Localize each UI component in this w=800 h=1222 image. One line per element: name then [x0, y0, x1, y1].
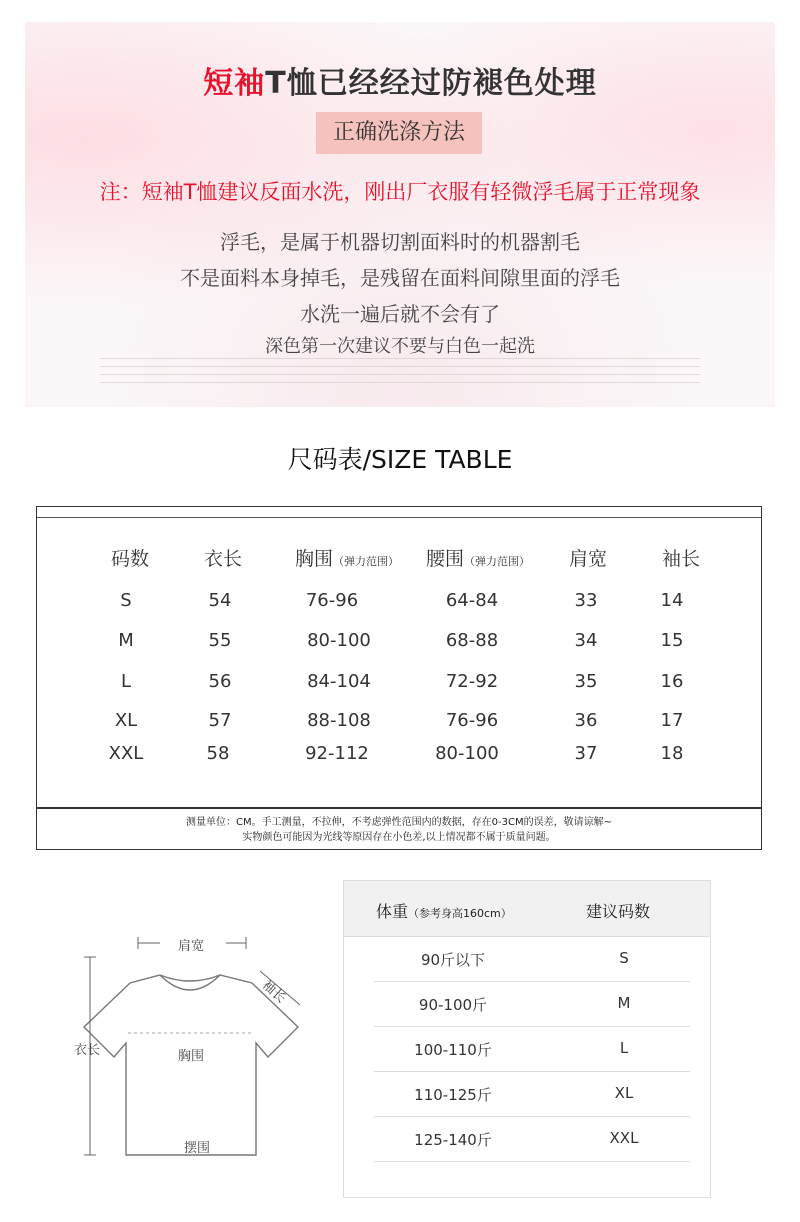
- recommended-size: L: [619, 1039, 629, 1057]
- header-weight-label: 体重: [376, 902, 409, 921]
- cell-sleeve: 17: [660, 710, 684, 731]
- banner-title: [0, 58, 800, 102]
- size-table-heading: 尺码表/SIZE TABLE: [287, 445, 513, 474]
- recommended-size: M: [617, 994, 631, 1012]
- cell-length: 57: [208, 710, 232, 731]
- recommended-size: XXL: [609, 1129, 639, 1147]
- header-sleeve: 袖长: [661, 548, 700, 570]
- cell-shoulder: 34: [574, 630, 598, 651]
- footnote-line-1: 测量单位：CM。手工测量，不拉伸，不考虑弹性范围内的数据，存在0-3CM的误差，敬请谅解~: [186, 817, 612, 828]
- header-waist-label: 腰围: [426, 548, 465, 570]
- explanation-line-2: 不是面料本身掉毛，是残留在面料间隙里面的浮毛: [180, 266, 620, 290]
- cell-shoulder: 33: [574, 590, 598, 611]
- cell-waist: 68-88: [445, 630, 499, 651]
- wash-method-label: 正确洗涤方法: [316, 112, 482, 154]
- header-waist-note: （弹力范围）: [464, 555, 531, 568]
- size-table-footnote: [36, 808, 762, 850]
- weight-value: 90斤以下: [420, 951, 486, 969]
- wash-note: 注：短袖T恤建议反面水洗，刚出厂衣服有轻微浮毛属于正常现象: [99, 180, 701, 204]
- diagram-hem-label: 摆围: [184, 1141, 211, 1156]
- cell-size: XXL: [108, 743, 144, 764]
- cell-size: L: [120, 671, 132, 692]
- banner-title-highlight: 短袖: [203, 66, 266, 101]
- cell-size: M: [118, 630, 134, 651]
- header-size: 码数: [110, 548, 149, 570]
- cell-sleeve: 16: [660, 671, 684, 692]
- cell-chest: 76-96: [305, 590, 359, 611]
- cell-waist: 76-96: [445, 710, 499, 731]
- cell-shoulder: 37: [574, 743, 598, 764]
- cell-chest: 84-104: [307, 671, 371, 692]
- weight-row: [374, 936, 690, 982]
- footnote-line-2: 实物颜色可能因为光线等原因存在小色差,以上情况都不属于质量问题。: [242, 832, 556, 843]
- weight-table-header: [344, 881, 710, 937]
- header-chest-label: 胸围: [295, 548, 334, 570]
- cell-size: S: [120, 590, 132, 611]
- header-length: 衣长: [203, 548, 242, 570]
- cell-length: 55: [208, 630, 232, 651]
- cell-sleeve: 18: [660, 743, 684, 764]
- weight-value: 90-100斤: [418, 996, 488, 1014]
- weight-row: [374, 1116, 690, 1162]
- size-table-divider: [37, 517, 761, 518]
- cell-shoulder: 35: [574, 671, 598, 692]
- header-chest: [295, 544, 420, 571]
- header-waist: [426, 544, 551, 571]
- diagram-shoulder-label: 肩宽: [178, 939, 205, 954]
- cell-length: 58: [206, 743, 230, 764]
- decorative-fine-text: [100, 358, 700, 384]
- diagram-length-label: 衣长: [74, 1043, 101, 1058]
- header-weight-note: （参考身高160cm）: [408, 907, 512, 920]
- cell-sleeve: 15: [660, 630, 684, 651]
- explanation-line-1: 浮毛，是属于机器切割面料时的机器割毛: [220, 230, 580, 254]
- diagram-chest-label: 胸围: [178, 1049, 205, 1064]
- cell-waist: 80-100: [435, 743, 499, 764]
- explanation-line-4: 深色第一次建议不要与白色一起洗: [265, 336, 535, 357]
- cell-waist: 72-92: [445, 671, 499, 692]
- weight-value: 125-140斤: [414, 1131, 492, 1149]
- weight-row: [374, 1071, 690, 1117]
- header-weight: [376, 899, 512, 922]
- weight-size-table: [343, 880, 711, 1198]
- header-recommended-size: 建议码数: [586, 902, 651, 921]
- weight-value: 100-110斤: [414, 1041, 492, 1059]
- header-shoulder: 肩宽: [568, 548, 607, 570]
- weight-row: [374, 1026, 690, 1072]
- cell-chest: 88-108: [307, 710, 371, 731]
- header-chest-note: （弹力范围）: [333, 555, 400, 568]
- cell-length: 54: [208, 590, 232, 611]
- weight-value: 110-125斤: [414, 1086, 492, 1104]
- cell-waist: 64-84: [445, 590, 499, 611]
- cell-length: 56: [208, 671, 232, 692]
- explanation-line-3: 水洗一遍后就不会有了: [300, 302, 500, 326]
- cell-size: XL: [114, 710, 138, 731]
- recommended-size: XL: [614, 1084, 634, 1102]
- banner-title-rest: T恤已经经过防褪色处理: [265, 66, 597, 101]
- recommended-size: S: [619, 949, 629, 967]
- cell-shoulder: 36: [574, 710, 598, 731]
- tshirt-measurement-diagram: [60, 925, 320, 1165]
- cell-chest: 80-100: [307, 630, 371, 651]
- cell-sleeve: 14: [660, 590, 684, 611]
- cell-chest: 92-112: [305, 743, 369, 764]
- diagram-sleeve-label: 袖长: [258, 977, 289, 1007]
- weight-row: [374, 981, 690, 1027]
